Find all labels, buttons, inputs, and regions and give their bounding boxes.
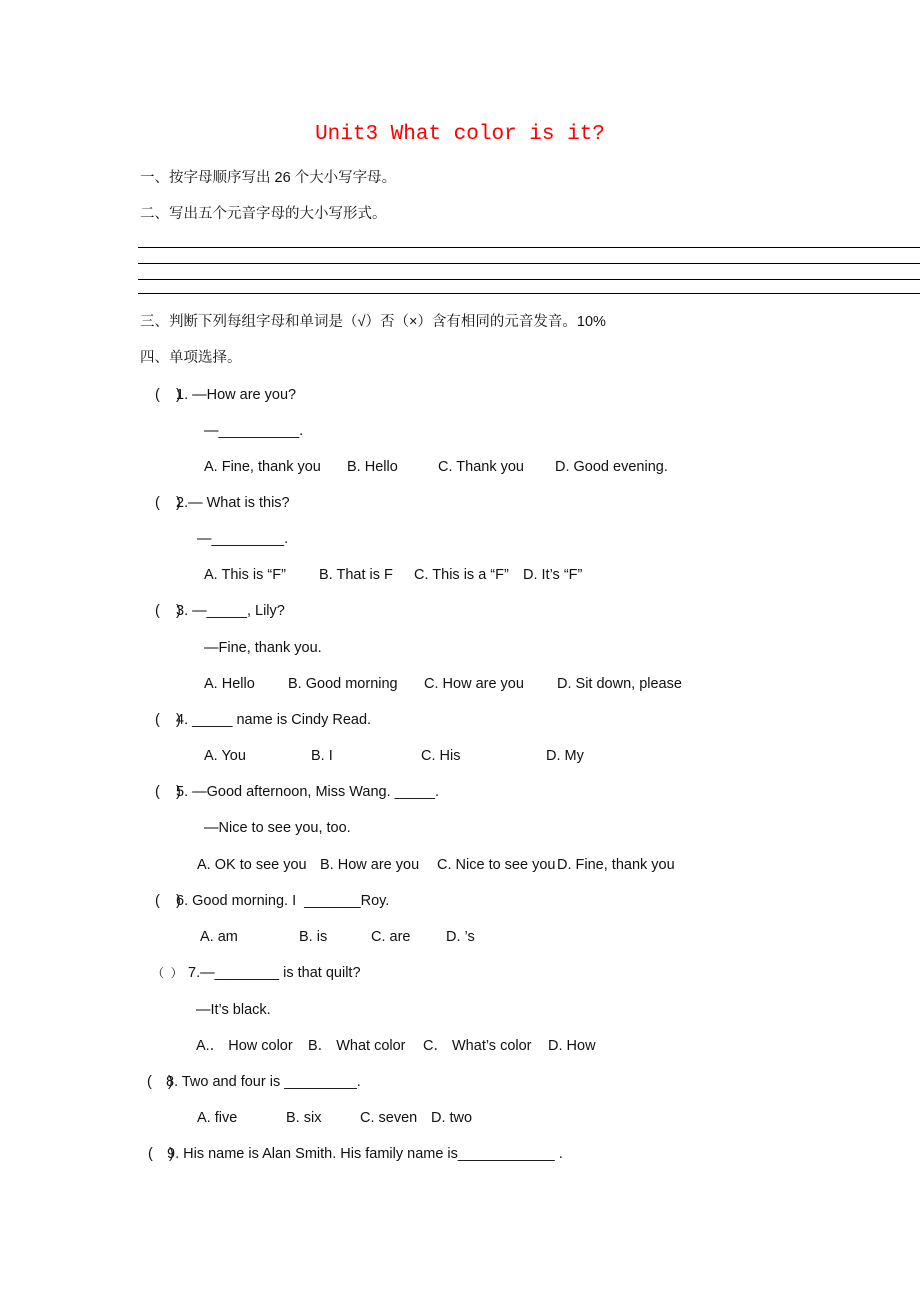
option-d: D. two (431, 1110, 473, 1126)
writing-line (138, 263, 920, 264)
question-stem: 4. _____ name is Cindy Read. (176, 712, 372, 728)
option-c: C. His (421, 748, 461, 764)
writing-line (138, 279, 920, 280)
question-stem: 3. —_____, Lily? (176, 603, 285, 619)
answer-bracket: ( ) (155, 893, 181, 909)
option-a: A. OK to see you (197, 857, 307, 873)
option-d: D. My (546, 748, 584, 764)
section-1-heading: 一、按字母顺序写出 26 个大小写字母。 (140, 170, 397, 186)
option-a: A. This is “F” (204, 567, 286, 583)
question-stem: 7.—________ is that quilt? (188, 965, 361, 981)
question-reply: —__________. (204, 423, 304, 439)
option-d: D. ’s (446, 929, 475, 945)
option-a: A. Fine, thank you (204, 459, 321, 475)
option-c: C. This is a “F” (414, 567, 509, 583)
section-2-heading: 二、写出五个元音字母的大小写形式。 (140, 206, 387, 222)
option-c: C． What’s color (423, 1038, 532, 1054)
option-b: B. six (286, 1110, 322, 1126)
option-b: B. That is F (319, 567, 393, 583)
option-b: B. I (311, 748, 333, 764)
question-stem: 5. —Good afternoon, Miss Wang. _____. (176, 784, 440, 800)
option-a: A.． How color (196, 1038, 293, 1054)
option-b: B. is (299, 929, 328, 945)
option-d: D. It’s “F” (523, 567, 583, 583)
answer-bracket: ( ) (148, 1146, 174, 1162)
option-a: A. am (200, 929, 238, 945)
option-a: A. Hello (204, 676, 255, 692)
question-stem: 1. —How are you? (176, 387, 297, 403)
answer-bracket: ( ) (155, 387, 181, 403)
answer-bracket: ( ) (155, 712, 181, 728)
section-3-heading: 三、判断下列每组字母和单词是（√）否（×）含有相同的元音发音。10% (140, 314, 606, 330)
option-d: D. Good evening. (555, 459, 668, 475)
question-stem: 2.— What is this? (176, 495, 290, 511)
answer-bracket: ( ) (155, 495, 181, 511)
option-b: B. How are you (320, 857, 420, 873)
option-a: A. five (197, 1110, 238, 1126)
question-reply: —Nice to see you, too. (204, 820, 351, 836)
option-c: C. are (371, 929, 411, 945)
answer-bracket: ( ) (155, 784, 181, 800)
writing-line (138, 247, 920, 248)
option-d: D. Fine, thank you (557, 857, 675, 873)
option-d: D. How (548, 1038, 596, 1054)
question-stem: 8. Two and four is _________. (166, 1074, 361, 1090)
option-b: B． What color (308, 1038, 406, 1054)
option-c: C. Nice to see you (437, 857, 556, 873)
option-c: C. Thank you (438, 459, 524, 475)
question-stem: 6. Good morning. I _______Roy. (176, 893, 390, 909)
option-a: A. You (204, 748, 246, 764)
question-reply: —_________. (197, 531, 289, 547)
question-stem: 9. His name is Alan Smith. His family name is____________ . (167, 1146, 563, 1162)
answer-bracket: ( ) (147, 1074, 173, 1090)
option-c: C. How are you (424, 676, 524, 692)
option-d: D. Sit down, please (557, 676, 682, 692)
option-b: B. Hello (347, 459, 398, 475)
question-reply: —Fine, thank you. (204, 640, 322, 656)
worksheet-title: Unit3 What color is it? (315, 123, 605, 146)
option-b: B. Good morning (288, 676, 398, 692)
question-reply: —It’s black. (196, 1002, 271, 1018)
writing-line (138, 293, 920, 294)
section-4-heading: 四、单项选择。 (140, 350, 242, 366)
option-c: C. seven (360, 1110, 418, 1126)
answer-bracket: ( ) (155, 603, 181, 619)
answer-bracket: （ ） (152, 966, 183, 980)
